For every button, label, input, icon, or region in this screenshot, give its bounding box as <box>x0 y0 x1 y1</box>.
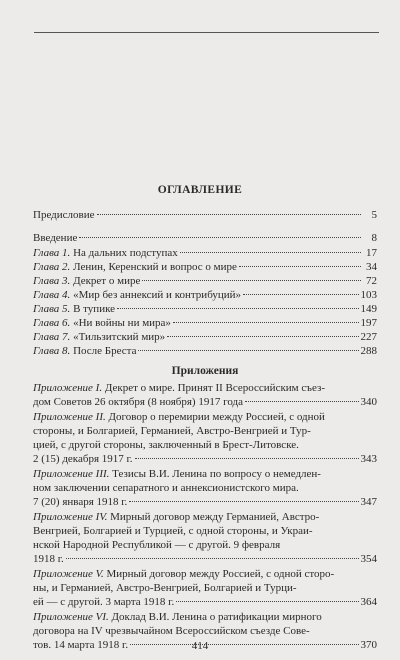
dot-leader <box>97 214 362 215</box>
toc-entry-page: 354 <box>360 553 377 565</box>
toc-chapter-entry[interactable] <box>33 330 377 344</box>
chapter-title: «Ни войны ни мира» <box>70 317 171 329</box>
toc-chapter-entry[interactable] <box>33 344 377 358</box>
appendix-last-line <box>33 552 377 566</box>
appendix-text: тов. 14 марта 1918 г. <box>33 639 129 651</box>
page-title: ОГЛАВЛЕНИЕ <box>157 184 243 196</box>
dot-leader <box>129 501 358 502</box>
appendix-prefix: Приложение III. <box>33 468 110 480</box>
toc-appendix-entry[interactable] <box>33 381 377 409</box>
toc-entry-page: 364 <box>360 596 377 608</box>
appendix-line <box>33 467 377 481</box>
toc-entry-page: 347 <box>360 496 377 508</box>
appendix-text: Доклад В.И. Ленина о ратификации мирного <box>108 611 322 623</box>
toc-entry-page: 370 <box>360 639 377 651</box>
chapter-prefix: Глава 7. <box>33 331 71 343</box>
toc-entry-label <box>33 344 136 358</box>
chapter-title: Ленин, Керенский и вопрос о мире <box>70 261 237 273</box>
dot-leader <box>239 266 361 267</box>
toc-chapter-entry[interactable] <box>33 260 377 274</box>
toc-entry-page: 103 <box>360 289 377 301</box>
toc-entry-page: 343 <box>360 453 377 465</box>
toc-entry-page: 17 <box>366 247 377 259</box>
appendix-last-line <box>33 495 377 509</box>
toc-chapter-entry[interactable] <box>33 246 377 260</box>
toc-entry-label <box>33 302 115 316</box>
chapter-title: «Тильзитский мир» <box>70 331 166 343</box>
toc-entry[interactable] <box>33 231 377 245</box>
appendix-text: Мирный договор между Германией, Австро- <box>107 511 320 523</box>
toc-appendix-entry[interactable] <box>33 467 377 509</box>
toc-entry-label <box>33 274 140 288</box>
chapter-prefix: Глава 3. <box>33 275 71 287</box>
chapter-title: В тупике <box>70 303 116 315</box>
appendix-text: дом Советов 26 октября (8 ноября) 1917 года <box>33 396 243 408</box>
appendix-line: ны, и Германией, Австро-Венгрией, Болгарией и Турци- <box>33 582 297 594</box>
appendix-line <box>33 567 377 581</box>
chapter-prefix: Глава 6. <box>33 317 71 329</box>
dot-leader <box>66 558 359 559</box>
appendix-line <box>33 381 377 395</box>
toc-front-matter <box>33 208 377 245</box>
dot-leader <box>138 350 358 351</box>
appendix-text: 7 (20) января 1918 г. <box>33 496 128 508</box>
appendix-prefix: Приложение V. <box>33 568 104 580</box>
dot-leader <box>117 308 358 309</box>
chapter-title: На дальних подступах <box>70 247 178 259</box>
toc-chapter-entry[interactable] <box>33 288 377 302</box>
toc-entry-label <box>33 330 165 344</box>
appendix-last-line <box>33 395 377 409</box>
toc-appendix-entry[interactable] <box>33 510 377 566</box>
appendix-line: договора на IV чрезвычайном Всероссийском съезде Сове- <box>33 625 310 637</box>
dot-leader <box>176 601 358 602</box>
toc-entry-label: Предисловие <box>33 209 95 221</box>
toc-entry-page: 34 <box>366 261 377 273</box>
appendix-line: ном заключении сепаратного и аннексионистского мира. <box>33 482 299 494</box>
toc-entry-page: 5 <box>371 209 377 221</box>
dot-leader <box>245 401 359 402</box>
appendix-prefix: Приложение II. <box>33 411 106 423</box>
appendix-line: Венгрией, Болгарией и Турцией, с одной стороны, и Украи- <box>33 525 313 537</box>
appendix-text: 2 (15) декабря 1917 г. <box>33 453 133 465</box>
toc-chapter-entry[interactable] <box>33 316 377 330</box>
toc-entry-label <box>33 246 178 260</box>
toc-entry-page: 72 <box>366 275 377 287</box>
toc-chapters <box>33 246 377 358</box>
dot-leader <box>180 252 361 253</box>
toc-entry-page: 149 <box>360 303 377 315</box>
dot-leader <box>167 336 358 337</box>
appendix-text: Мирный договор между Россией, с одной сторо- <box>103 568 335 580</box>
chapter-prefix: Глава 1. <box>33 247 71 259</box>
appendix-prefix: Приложение VI. <box>33 611 109 623</box>
appendix-line: цией, с другой стороны, заключенный в Брест-Литовске. <box>33 439 299 451</box>
toc-appendix-entry[interactable] <box>33 567 377 609</box>
toc-entry-page: 340 <box>360 396 377 408</box>
appendix-text: 1918 г. <box>33 553 64 565</box>
header-rule <box>34 32 379 33</box>
dot-leader <box>173 322 359 323</box>
chapter-title: Декрет о мире <box>70 275 141 287</box>
dot-leader <box>142 280 361 281</box>
appendix-text: Договор о перемирии между Россией, с одной <box>105 411 325 423</box>
appendix-last-line <box>33 595 377 609</box>
appendix-heading: Приложения <box>171 365 239 377</box>
toc-entry-page: 197 <box>360 317 377 329</box>
chapter-title: «Мир без аннексий и контрибуций» <box>70 289 242 301</box>
dot-leader <box>243 294 358 295</box>
appendix-line <box>33 510 377 524</box>
appendix-line <box>33 610 377 624</box>
toc-entry-page: 227 <box>360 331 377 343</box>
toc-appendices <box>33 381 377 653</box>
toc-chapter-entry[interactable] <box>33 274 377 288</box>
toc-entry-page: 288 <box>360 345 377 357</box>
chapter-prefix: Глава 2. <box>33 261 71 273</box>
toc-entry-label <box>33 316 171 330</box>
appendix-prefix: Приложение I. <box>33 382 103 394</box>
appendix-line <box>33 410 377 424</box>
appendix-line: нской Народной Республикой — с другой. 9 февраля <box>33 539 281 551</box>
appendix-last-line <box>33 452 377 466</box>
chapter-prefix: Глава 8. <box>33 345 71 357</box>
appendix-prefix: Приложение IV. <box>33 511 108 523</box>
appendix-text: Декрет о мире. Принят II Всероссийским съез- <box>102 382 325 394</box>
toc-chapter-entry[interactable] <box>33 302 377 316</box>
chapter-prefix: Глава 4. <box>33 289 71 301</box>
toc-appendix-entry[interactable] <box>33 410 377 466</box>
toc-entry-label <box>33 288 241 302</box>
toc-entry-label <box>33 260 237 274</box>
toc-entry-page: 8 <box>371 232 377 244</box>
dot-leader <box>135 458 359 459</box>
dot-leader <box>79 237 361 238</box>
page-number: 414 <box>191 640 209 652</box>
appendix-text: ей — с другой. 3 марта 1918 г. <box>33 596 175 608</box>
toc-entry[interactable] <box>33 208 377 222</box>
spacer <box>33 222 377 231</box>
appendix-text: Тезисы В.И. Ленина по вопросу о немедлен- <box>109 468 321 480</box>
toc-entry-label: Введение <box>33 232 78 244</box>
appendix-line: стороны, и Болгарией, Германией, Австро-Венгрией и Тур- <box>33 425 311 437</box>
chapter-prefix: Глава 5. <box>33 303 71 315</box>
chapter-title: После Бреста <box>70 345 137 357</box>
